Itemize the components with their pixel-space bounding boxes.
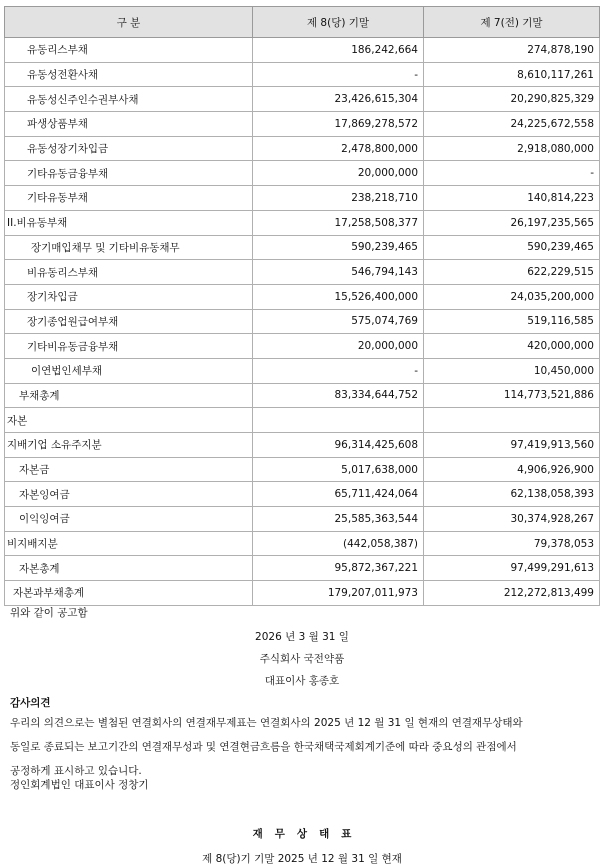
table-row [5,581,600,606]
table-row [5,482,600,507]
prior-period-value: 590,239,465 [424,235,600,260]
current-period-value: - [253,358,424,383]
current-period-value: 25,585,363,544 [253,507,424,532]
current-period-value: 23,426,615,304 [253,87,424,112]
audit-opinion-line-2: 동일로 종료되는 보고기간의 연결재무성과 및 연결현금흐름을 한국채택국제회계기준에 따라 중요성의 관점에서 [10,741,517,753]
current-period-value: 96,314,425,608 [253,433,424,458]
prior-period-value: 79,378,053 [424,531,600,556]
prior-period-value: 97,499,291,613 [424,556,600,581]
header-current-period: 제 8(당) 기말 [253,7,424,38]
table-row [5,186,600,211]
table-row [5,112,600,137]
table-row [5,260,600,285]
auditor-signature: 정인회계법인 대표이사 정창기 [10,779,149,791]
current-period-value: 238,218,710 [253,186,424,211]
table-row [5,433,600,458]
current-period-value: 65,711,424,064 [253,482,424,507]
company-name: 주식회사 국전약품 [259,653,345,665]
row-label: 장기종업원급여부채 [5,309,253,334]
current-period-value: 575,074,769 [253,309,424,334]
notice-date: 2026 년 3 월 31 일 [255,631,349,643]
prior-period-value: 274,878,190 [424,38,600,63]
prior-period-value: - [424,161,600,186]
table-row [5,309,600,334]
row-label: 유동성장기차입금 [5,136,253,161]
row-label: 기타비유동금융부채 [5,334,253,359]
audit-opinion-line-3: 공정하게 표시하고 있습니다. [10,765,142,777]
table-row [5,408,600,433]
current-period-value: 83,334,644,752 [253,383,424,408]
header-category: 구 분 [5,7,253,38]
prior-period-value [424,408,600,433]
row-label: 자본잉여금 [5,482,253,507]
table-row [5,136,600,161]
row-label: 이익잉여금 [5,507,253,532]
row-label: 자본총계 [5,556,253,581]
prior-period-value: 2,918,080,000 [424,136,600,161]
current-period-value: 590,239,465 [253,235,424,260]
row-label: 장기차입금 [5,284,253,309]
prior-period-value: 30,374,928,267 [424,507,600,532]
prior-period-value: 10,450,000 [424,358,600,383]
table-row [5,38,600,63]
row-label: 장기매입채무 및 기타비유동채무 [5,235,253,260]
prior-period-value: 97,419,913,560 [424,433,600,458]
audit-opinion-line-1: 우리의 의견으로는 별첨된 연결회사의 연결재무제표는 연결회사의 2025 년 12 월 31 일 현재의 연결재무상태와 [10,717,523,729]
table-row [5,284,600,309]
table-row [5,87,600,112]
row-label: 부채총계 [5,383,253,408]
current-period-value: - [253,62,424,87]
table-row [5,62,600,87]
statement-title: 재무상태표 [252,828,364,840]
prior-period-value: 519,116,585 [424,309,600,334]
audit-opinion-heading: 감사의견 [10,697,51,709]
prior-period-value: 4,906,926,900 [424,457,600,482]
current-period-value: 546,794,143 [253,260,424,285]
notice-text: 위와 같이 공고함 [10,607,88,619]
table-header-row [5,7,600,38]
current-period-value: 2,478,800,000 [253,136,424,161]
current-period-value: 20,000,000 [253,334,424,359]
prior-period-value: 20,290,825,329 [424,87,600,112]
current-period-value [253,408,424,433]
current-period-value: 179,207,011,973 [253,581,424,606]
table-row [5,334,600,359]
row-label: 비유동리스부채 [5,260,253,285]
current-period-value: 17,869,278,572 [253,112,424,137]
prior-period-value: 114,773,521,886 [424,383,600,408]
prior-period-value: 420,000,000 [424,334,600,359]
current-period-value: 95,872,367,221 [253,556,424,581]
row-label: 자본 [5,408,253,433]
current-period-value: 5,017,638,000 [253,457,424,482]
prior-period-value: 8,610,117,261 [424,62,600,87]
table-row [5,235,600,260]
current-period-value: (442,058,387) [253,531,424,556]
current-period-value: 20,000,000 [253,161,424,186]
table-row [5,507,600,532]
current-period-value: 17,258,508,377 [253,210,424,235]
row-label: 기타유동부채 [5,186,253,211]
table-row [5,457,600,482]
prior-period-value: 622,229,515 [424,260,600,285]
row-label: II.비유동부채 [5,210,253,235]
row-label: 이연법인세부채 [5,358,253,383]
header-prior-period: 제 7(전) 기말 [424,7,600,38]
row-label: 유동성전환사채 [5,62,253,87]
statement-period: 제 8(당)기 기말 2025 년 12 월 31 일 현재 [202,853,402,865]
table-row [5,531,600,556]
prior-period-value: 140,814,223 [424,186,600,211]
prior-period-value: 24,035,200,000 [424,284,600,309]
financial-position-table [4,6,600,606]
row-label: 비지배지분 [5,531,253,556]
row-label: 지배기업 소유주지분 [5,433,253,458]
table-row [5,161,600,186]
current-period-value: 186,242,664 [253,38,424,63]
table-row [5,556,600,581]
prior-period-value: 62,138,058,393 [424,482,600,507]
row-label: 유동리스부채 [5,38,253,63]
row-label: 자본금 [5,457,253,482]
table-row [5,210,600,235]
prior-period-value: 24,225,672,558 [424,112,600,137]
ceo-name: 대표이사 홍종호 [264,675,340,687]
table-row [5,358,600,383]
table-row [5,383,600,408]
prior-period-value: 212,272,813,499 [424,581,600,606]
row-label: 파생상품부채 [5,112,253,137]
row-label: 유동성신주인수권부사채 [5,87,253,112]
row-label: 자본과부채총계 [5,581,253,606]
prior-period-value: 26,197,235,565 [424,210,600,235]
current-period-value: 15,526,400,000 [253,284,424,309]
row-label: 기타유동금융부채 [5,161,253,186]
